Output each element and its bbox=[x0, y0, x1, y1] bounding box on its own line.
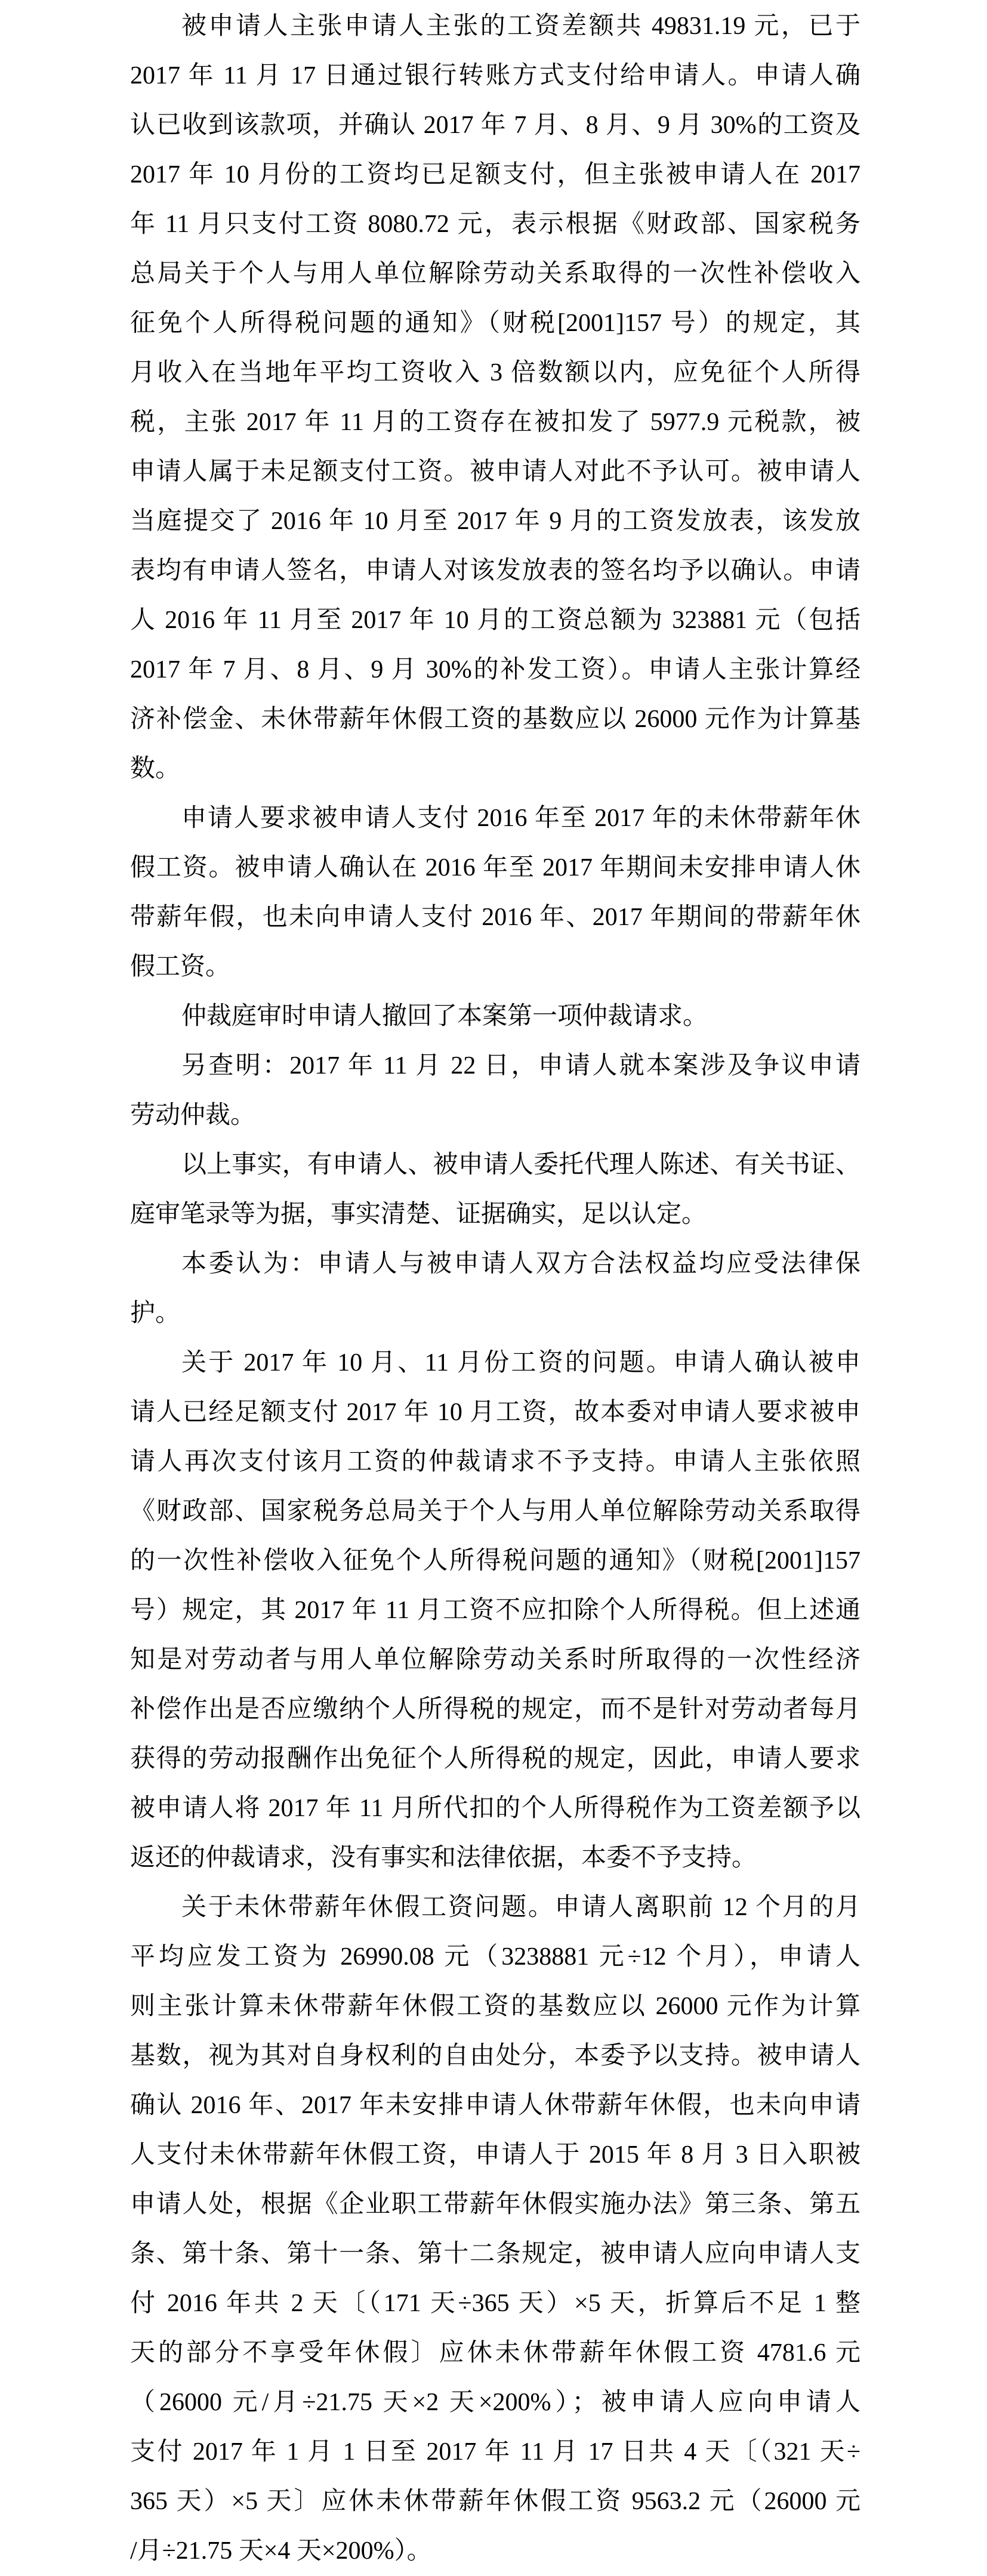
text-line: 请人已经足额支付 2017 年 10 月工资，故本委对申请人要求被申 bbox=[130, 1399, 860, 1426]
text-line: 年 11 月只支付工资 8080.72 元，表示根据《财政部、国家税务 bbox=[130, 211, 860, 238]
text-line: 仲裁庭审时申请人撤回了本案第一项仲裁请求。 bbox=[181, 1003, 708, 1030]
text-line: 被申请人主张申请人主张的工资差额共 49831.19 元，已于 bbox=[181, 13, 860, 40]
text-line: 则主张计算未休带薪年休假工资的基数应以 26000 元作为计算 bbox=[130, 1993, 860, 2020]
text-line: 付 2016 年共 2 天〔（171 天÷365 天）×5 天，折算后不足 1 整 bbox=[130, 2290, 860, 2317]
text-line: 人 2016 年 11 月至 2017 年 10 月的工资总额为 323881 元（包括 bbox=[130, 607, 860, 634]
text-line: 关于未休带薪年休假工资问题。申请人离职前 12 个月的月 bbox=[181, 1894, 860, 1921]
text-line: 2017 年 10 月份的工资均已足额支付，但主张被申请人在 2017 bbox=[130, 161, 860, 188]
text-line: 基数，视为其对自身权利的自由处分，本委予以支持。被申请人 bbox=[130, 2042, 860, 2070]
text-line: 认已收到该款项，并确认 2017 年 7 月、8 月、9 月 30%的工资及 bbox=[130, 112, 860, 139]
text-line: 济补偿金、未休带薪年休假工资的基数应以 26000 元作为计算基 bbox=[130, 706, 860, 733]
text-line: 条、第十条、第十一条、第十二条规定，被申请人应向申请人支 bbox=[130, 2240, 860, 2268]
text-line: 请人再次支付该月工资的仲裁请求不予支持。申请人主张依照 bbox=[130, 1448, 860, 1476]
text-line: 假工资。 bbox=[130, 953, 231, 981]
text-line: 表均有申请人签名，申请人对该发放表的签名均予以确认。申请 bbox=[130, 557, 860, 585]
text-line: 号）规定，其 2017 年 11 月工资不应扣除个人所得税。但上述通 bbox=[130, 1597, 860, 1624]
text-line: /月÷21.75 天×4 天×200%）。 bbox=[130, 2537, 432, 2565]
text-line: 带薪年假，也未向申请人支付 2016 年、2017 年期间的带薪年休 bbox=[130, 904, 860, 931]
text-line: 补偿作出是否应缴纳个人所得税的规定，而不是针对劳动者每月 bbox=[130, 1696, 860, 1723]
text-line: 365 天）×5 天〕应休未休带薪年休假工资 9563.2 元（26000 元 bbox=[130, 2488, 860, 2515]
text-line: 返还的仲裁请求，没有事实和法律依据，本委不予支持。 bbox=[130, 1844, 757, 1872]
text-line: 确认 2016 年、2017 年未安排申请人休带薪年休假，也未向申请 bbox=[130, 2092, 860, 2119]
text-line: 本委认为：申请人与被申请人双方合法权益均应受法律保 bbox=[181, 1250, 860, 1278]
text-line: 护。 bbox=[130, 1300, 181, 1327]
text-line: 2017 年 11 月 17 日通过银行转账方式支付给申请人。申请人确 bbox=[130, 62, 860, 89]
text-line: 数。 bbox=[130, 755, 181, 783]
text-line: 2017 年 7 月、8 月、9 月 30%的补发工资）。申请人主张计算经 bbox=[130, 656, 860, 684]
text-line: 另查明：2017 年 11 月 22 日，申请人就本案涉及争议申请 bbox=[181, 1052, 860, 1080]
text-line: 假工资。被申请人确认在 2016 年至 2017 年期间未安排申请人休 bbox=[130, 854, 860, 882]
document-text-block bbox=[130, 2, 860, 2576]
text-line: 被申请人将 2017 年 11 月所代扣的个人所得税作为工资差额予以 bbox=[130, 1795, 860, 1822]
text-line: 《财政部、国家税务总局关于个人与用人单位解除劳动关系取得 bbox=[130, 1498, 860, 1525]
text-line: 关于 2017 年 10 月、11 月份工资的问题。申请人确认被申 bbox=[181, 1349, 860, 1377]
text-line: 申请人属于未足额支付工资。被申请人对此不予认可。被申请人 bbox=[130, 458, 860, 485]
text-line: （26000 元/月÷21.75 天×2 天×200%）；被申请人应向申请人 bbox=[130, 2389, 860, 2416]
text-line: 申请人处，根据《企业职工带薪年休假实施办法》第三条、第五 bbox=[130, 2191, 860, 2218]
text-line: 获得的劳动报酬作出免征个人所得税的规定，因此，申请人要求 bbox=[130, 1745, 860, 1773]
text-line: 征免个人所得税问题的通知》（财税[2001]157 号）的规定，其 bbox=[130, 310, 860, 337]
text-line: 总局关于个人与用人单位解除劳动关系取得的一次性补偿收入 bbox=[130, 260, 860, 287]
text-line: 天的部分不享受年休假〕应休未休带薪年休假工资 4781.6 元 bbox=[130, 2339, 860, 2367]
text-line: 申请人要求被申请人支付 2016 年至 2017 年的未休带薪年休 bbox=[181, 805, 860, 832]
text-line: 税，主张 2017 年 11 月的工资存在被扣发了 5977.9 元税款，被 bbox=[130, 409, 860, 436]
text-line: 劳动仲裁。 bbox=[130, 1102, 256, 1129]
text-line: 平均应发工资为 26990.08 元（3238881 元÷12 个月），申请人 bbox=[130, 1943, 860, 1971]
text-line: 月收入在当地年平均工资收入 3 倍数额以内，应免征个人所得 bbox=[130, 359, 860, 386]
text-line: 支付 2017 年 1 月 1 日至 2017 年 11 月 17 日共 4 天〔（321 天÷ bbox=[130, 2438, 860, 2466]
text-line: 当庭提交了 2016 年 10 月至 2017 年 9 月的工资发放表，该发放 bbox=[130, 508, 860, 535]
text-line: 知是对劳动者与用人单位解除劳动关系时所取得的一次性经济 bbox=[130, 1646, 860, 1674]
text-line: 的一次性补偿收入征免个人所得税问题的通知》（财税[2001]157 bbox=[130, 1547, 860, 1575]
text-line: 庭审笔录等为据，事实清楚、证据确实，足以认定。 bbox=[130, 1201, 707, 1228]
text-line: 人支付未休带薪年休假工资，申请人于 2015 年 8 月 3 日入职被 bbox=[130, 2141, 860, 2169]
text-line: 以上事实，有申请人、被申请人委托代理人陈述、有关书证、 bbox=[181, 1151, 860, 1179]
